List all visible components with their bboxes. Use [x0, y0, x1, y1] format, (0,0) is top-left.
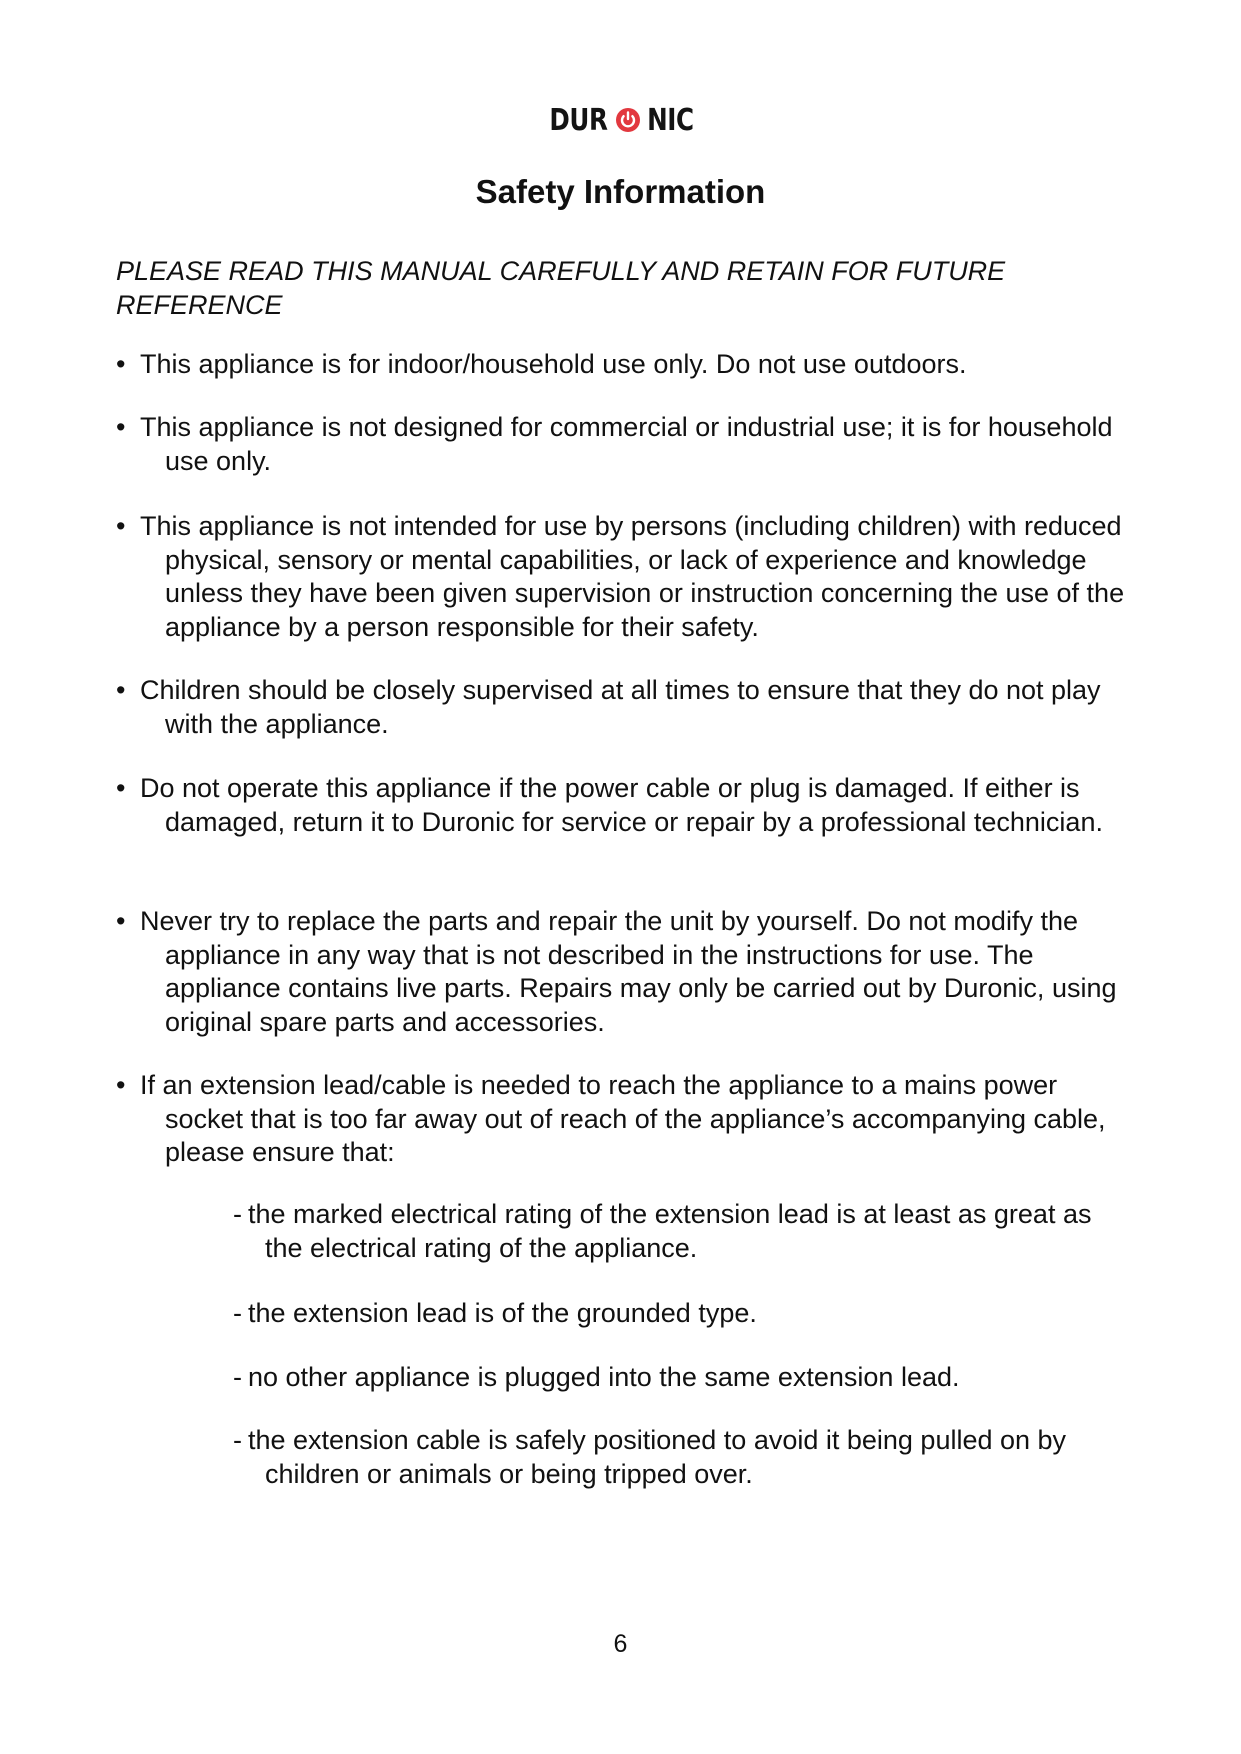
sub-item-electrical-rating — [233, 1198, 1133, 1265]
dash-icon: - — [233, 1425, 242, 1455]
bullet-icon: • — [116, 1070, 126, 1100]
bullet-item-commercial-use — [116, 411, 1131, 478]
sub-item-text: the extension cable is safely positioned to avoid it being pulled on by children or animals or being tripped over. — [248, 1425, 1067, 1489]
intro-notice: PLEASE READ THIS MANUAL CAREFULLY AND RETAIN FOR FUTURE REFERENCE — [116, 256, 1006, 320]
power-icon — [615, 107, 641, 133]
bullet-icon: • — [116, 773, 126, 803]
sub-item-text: the marked electrical rating of the extension lead is at least as great as the electrical rating of the appliance. — [248, 1199, 1092, 1263]
bullet-text: Do not operate this appliance if the power cable or plug is damaged. If either is damaged, return it to Duronic for service or repair by a professional technician. — [140, 773, 1103, 837]
bullet-text: Never try to replace the parts and repair the unit by yourself. Do not modify the appliance in any way that is not described in the instructions for use. The appliance contains live parts. Repairs may only be carried out by Duronic, using original spare parts and accessories. — [140, 906, 1117, 1037]
bullet-item-damaged-cable — [116, 772, 1131, 839]
bullet-item-indoor-use — [116, 348, 1131, 382]
bullet-text: This appliance is for indoor/household use only. Do not use outdoors. — [140, 349, 967, 379]
logo-text-left: DUR — [549, 102, 608, 138]
bullet-icon: • — [116, 511, 126, 541]
dash-icon: - — [233, 1362, 242, 1392]
logo-text-right: NIC — [646, 102, 694, 138]
bullet-item-reduced-capabilities — [116, 510, 1131, 644]
bullet-item-no-self-repair — [116, 905, 1131, 1039]
bullet-item-extension-lead — [116, 1069, 1131, 1170]
bullet-text: If an extension lead/cable is needed to reach the appliance to a mains power socket that is too far away out of reach of the appliance’s accompanying cable, please ensure that: — [140, 1070, 1106, 1167]
sub-item-text: the extension lead is of the grounded type. — [248, 1298, 757, 1328]
bullet-text: This appliance is not intended for use by persons (including children) with reduced physical, sensory or mental capabilities, or lack of experience and knowledge unless they have been given supervision or instruction concerning the use of the appliance by a person responsible for their safety. — [140, 511, 1125, 642]
bullet-text: Children should be closely supervised at all times to ensure that they do not play with the appliance. — [140, 675, 1101, 739]
dash-icon: - — [233, 1298, 242, 1328]
bullet-icon: • — [116, 349, 126, 379]
bullet-icon: • — [116, 675, 126, 705]
page-number: 6 — [613, 1630, 628, 1658]
page-title: Safety Information — [475, 173, 766, 210]
bullet-icon: • — [116, 412, 126, 442]
duronic-logo — [0, 100, 1241, 141]
bullet-text: This appliance is not designed for commercial or industrial use; it is for household use only. — [140, 412, 1113, 476]
dash-icon: - — [233, 1199, 242, 1229]
sub-item-no-other-appliance — [233, 1361, 1133, 1395]
sub-item-text: no other appliance is plugged into the same extension lead. — [248, 1362, 960, 1392]
sub-item-grounded-type — [233, 1297, 1133, 1331]
bullet-icon: • — [116, 906, 126, 936]
bullet-item-children-supervision — [116, 674, 1131, 741]
sub-item-cable-positioning — [233, 1424, 1133, 1491]
